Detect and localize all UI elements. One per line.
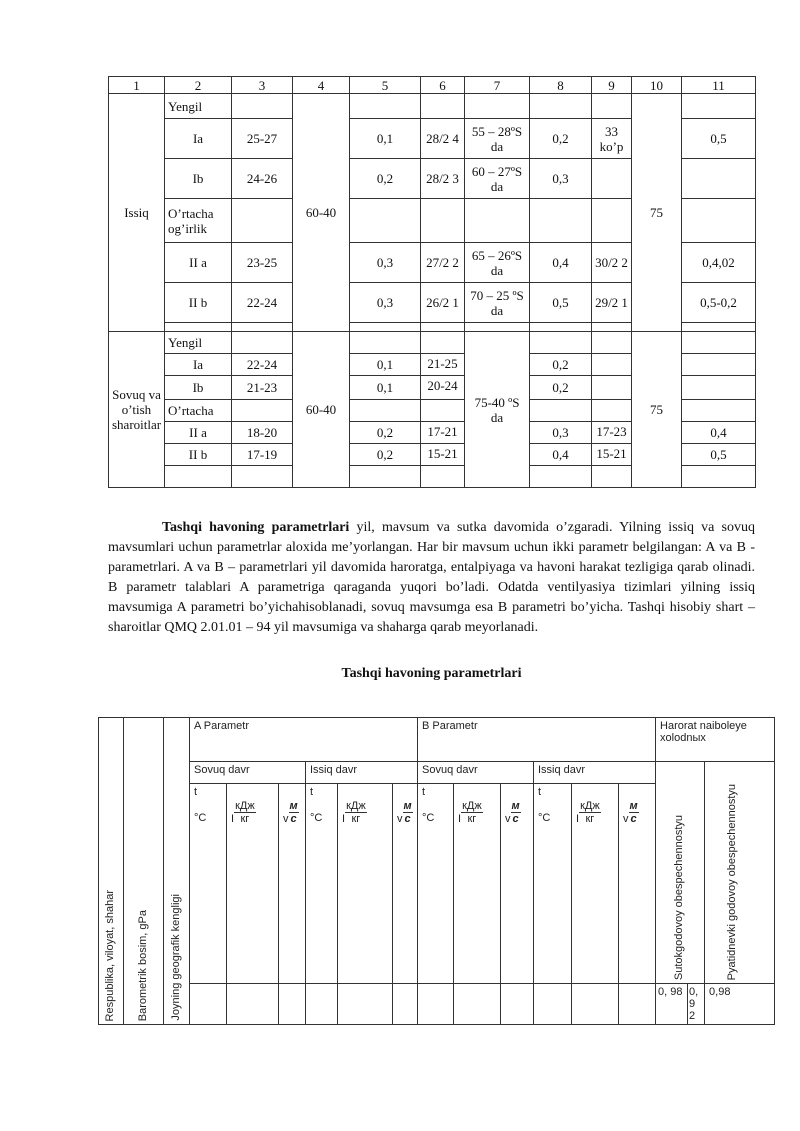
table-cell: 21-23 (232, 376, 293, 400)
table-cell: 65 – 26ºS da (465, 243, 530, 283)
cell-I (572, 784, 619, 984)
table-cell: 0,2 (530, 376, 592, 400)
a-sovuq-davr: Sovuq davr (190, 762, 306, 784)
harorat-header: Harorat naiboleye xolodnыx (656, 718, 775, 762)
header-cell: 5 (350, 77, 421, 94)
table-cell: II b (165, 444, 232, 466)
cell-text: 15-21 (596, 446, 627, 461)
cell-text: 21-25 (427, 356, 458, 371)
table-cell: 30/2 2 (592, 243, 632, 283)
ms-fraction: $\frac{м}{с}$ (403, 800, 412, 825)
paragraph-text: yil, mavsum va sutka davomida o’zgaradi. Yilning issiq va sovuq mavsumlari uchun parametrlar aloxida me’yorlangan. Har bir mavsum uchun ikki parametr belgilangan: A va B - parametrlari. A va B – parametrlari yil davomida haroratga, entalpiyaga va havoni harakat tezligiga qarab olinadi. B parametr talablari A parametriga qaraganda yuqori bo’ladi. Odatda ventilyasiya tizimlari yilning issiq mavsumiga A parametri bo’yichahisoblanadi, sovuq mavsumga esa B parametri bo’yicha. Tashqi hisobiy shart – sharoitlar QMQ 2.01.01 – 94 yil mavsumiga va shaharga qarab meyorlanadi. (108, 520, 755, 635)
table-cell: Ia (165, 119, 232, 159)
table-cell: 24-26 (232, 159, 293, 199)
col-latitude (164, 718, 190, 1025)
issiq-col4: 60-40 (293, 94, 350, 332)
table-cell: 22-24 (232, 354, 293, 376)
cell-t (306, 784, 338, 984)
header-cell: 11 (682, 77, 756, 94)
header-cell: 3 (232, 77, 293, 94)
table-cell: 55 – 28ºS da (465, 119, 530, 159)
I-symbol: I (342, 813, 346, 825)
season-label-sovuq: Sovuq va o’tish sharoitlar (109, 332, 165, 488)
col-sutok (656, 762, 705, 984)
degree-unit: °C (310, 812, 323, 824)
table-cell: 0,3 (350, 283, 421, 323)
table-cell: 27/2 2 (421, 243, 465, 283)
outdoor-air-parameters-table (98, 717, 775, 1025)
v-symbol: v (397, 813, 403, 825)
t-symbol: t (422, 786, 426, 798)
header-cell: 9 (592, 77, 632, 94)
work-category-ortacha: O’rtacha og’irlik (165, 199, 232, 243)
col-region (99, 718, 124, 1025)
table-header-row (109, 77, 756, 94)
table-cell: 0,2 (350, 422, 421, 444)
table-cell: 0,2 (350, 159, 421, 199)
table-cell: Ib (165, 376, 232, 400)
cell-text: O’rtacha (168, 402, 214, 418)
table-cell (592, 422, 632, 444)
table-caption: Tashqi havoning parametrlari (341, 666, 522, 681)
table-cell: 25-27 (232, 119, 293, 159)
table-cell: 0,2 (530, 119, 592, 159)
table-cell: 18-20 (232, 422, 293, 444)
kj-fraction: $\frac{\text{кДж}}{кг}$ (346, 800, 366, 825)
cell-text: 17-23 (596, 424, 627, 439)
table-cell: 0,4 (530, 243, 592, 283)
table-cell: 29/2 1 (592, 283, 632, 323)
kj-fraction: $\frac{\text{кДж}}{кг}$ (580, 800, 600, 825)
table-cell: 0,1 (350, 119, 421, 159)
a-issiq-davr: Issiq davr (306, 762, 418, 784)
table-cell (592, 354, 632, 376)
header-cell: 8 (530, 77, 592, 94)
degree-unit: °C (538, 812, 551, 824)
latitude-label: Joyning geografik kengligi (169, 894, 182, 1021)
table-cell: Ia (165, 354, 232, 376)
work-category-yengil: Yengil (165, 94, 232, 119)
table-cell (682, 159, 756, 199)
b-issiq-davr: Issiq davr (534, 762, 656, 784)
table-cell: 0,3 (530, 159, 592, 199)
ms-fraction: $\frac{м}{с}$ (629, 800, 638, 825)
value-cell: 0, 9 2 (688, 984, 705, 1025)
value-cell: 0, 98 (656, 984, 688, 1025)
table-cell: 23-25 (232, 243, 293, 283)
table-cell: 60 – 27ºS da (465, 159, 530, 199)
cell-v (501, 784, 534, 984)
sovuq-col7: 75-40 ºS da (465, 332, 530, 488)
table-cell: 0,4 (530, 444, 592, 466)
ms-fraction: $\frac{м}{с}$ (511, 800, 520, 825)
cell-text: 15-21 (427, 446, 458, 461)
cell-I (338, 784, 393, 984)
ms-fraction: $\frac{м}{с}$ (289, 800, 298, 825)
cell-t (190, 784, 227, 984)
region-label: Respublika, viloyat, shahar (104, 889, 116, 1021)
table-cell: 0,5 (682, 119, 756, 159)
a-parametr-header: A Parametr (190, 718, 418, 762)
table-cell (421, 444, 465, 466)
table-row (109, 332, 756, 354)
table-cell (682, 376, 756, 400)
header-cell: 7 (465, 77, 530, 94)
kj-fraction: $\frac{\text{кДж}}{кг}$ (462, 800, 482, 825)
v-symbol: v (283, 813, 289, 825)
table-cell (592, 119, 632, 159)
value-cell: 0,98 (705, 984, 775, 1025)
b-parametr-header: B Parametr (418, 718, 656, 762)
t-symbol: t (194, 786, 198, 798)
table-cell: 0,3 (530, 422, 592, 444)
table-cell: 22-24 (232, 283, 293, 323)
degree-unit: °C (422, 812, 435, 824)
table-cell: 28/2 4 (421, 119, 465, 159)
table-cell (421, 422, 465, 444)
header-cell: 10 (632, 77, 682, 94)
cell-v (619, 784, 656, 984)
header-cell: 1 (109, 77, 165, 94)
table-cell (421, 354, 465, 376)
work-category-yengil: Yengil (165, 332, 232, 354)
season-label-issiq: Issiq (109, 94, 165, 332)
table-cell: 0,2 (530, 354, 592, 376)
table-cell: II b (165, 283, 232, 323)
table-cell: 28/2 3 (421, 159, 465, 199)
work-category-ortacha (165, 400, 232, 422)
table-cell: 0,4,02 (682, 243, 756, 283)
I-symbol: I (458, 813, 462, 825)
table-cell: 0,5-0,2 (682, 283, 756, 323)
table-cell: 0,2 (350, 444, 421, 466)
v-symbol: v (505, 813, 511, 825)
header-cell: 2 (165, 77, 232, 94)
cell-v (279, 784, 306, 984)
cell-I (454, 784, 501, 984)
table-cell (592, 444, 632, 466)
pressure-label: Barometrik bosim, gPa (136, 909, 149, 1021)
sovuq-col4: 60-40 (293, 332, 350, 488)
table-cell: 26/2 1 (421, 283, 465, 323)
table-cell: 0,5 (530, 283, 592, 323)
table-cell: 70 – 25 ºS da (465, 283, 530, 323)
cell-I (227, 784, 279, 984)
header-cell: 4 (293, 77, 350, 94)
pyati-label: Pyatidnevki godovoy obespechennostyu (725, 783, 738, 980)
table-cell: 0,3 (350, 243, 421, 283)
I-symbol: I (576, 813, 580, 825)
table-cell: 0,1 (350, 354, 421, 376)
col-pyati (705, 762, 775, 984)
table-cell (421, 376, 465, 400)
table-cell: 17-19 (232, 444, 293, 466)
v-symbol: v (623, 813, 629, 825)
table-cell: 0,1 (350, 376, 421, 400)
cell-text: 20-24 (427, 378, 458, 393)
t-symbol: t (538, 786, 542, 798)
table-cell: II a (165, 422, 232, 444)
cell-text: 33 ko’p (599, 123, 624, 154)
sutok-label: Sutokgodovoy obespechennostyu (673, 814, 686, 980)
table-cell (682, 354, 756, 376)
col-pressure (124, 718, 164, 1025)
b-sovuq-davr: Sovuq davr (418, 762, 534, 784)
climate-parameters-table (108, 76, 756, 488)
issiq-col10: 75 (632, 94, 682, 332)
table-cell: 0,5 (682, 444, 756, 466)
table-cell (592, 376, 632, 400)
table-cell: Ib (165, 159, 232, 199)
paragraph-lead: Tashqi havoning parametrlari (162, 520, 350, 535)
cell-v (393, 784, 418, 984)
t-symbol: t (310, 786, 314, 798)
table-row (109, 94, 756, 119)
table-cell: II a (165, 243, 232, 283)
kj-fraction: $\frac{\text{кДж}}{кг}$ (235, 800, 255, 825)
degree-unit: °C (194, 812, 207, 824)
cell-t (418, 784, 454, 984)
cell-t (534, 784, 572, 984)
header-cell: 6 (421, 77, 465, 94)
body-paragraph (108, 518, 755, 638)
cell-text: 17-21 (427, 424, 458, 439)
table-cell (592, 159, 632, 199)
sovuq-col10: 75 (632, 332, 682, 488)
I-symbol: I (231, 813, 235, 825)
table-cell: 0,4 (682, 422, 756, 444)
